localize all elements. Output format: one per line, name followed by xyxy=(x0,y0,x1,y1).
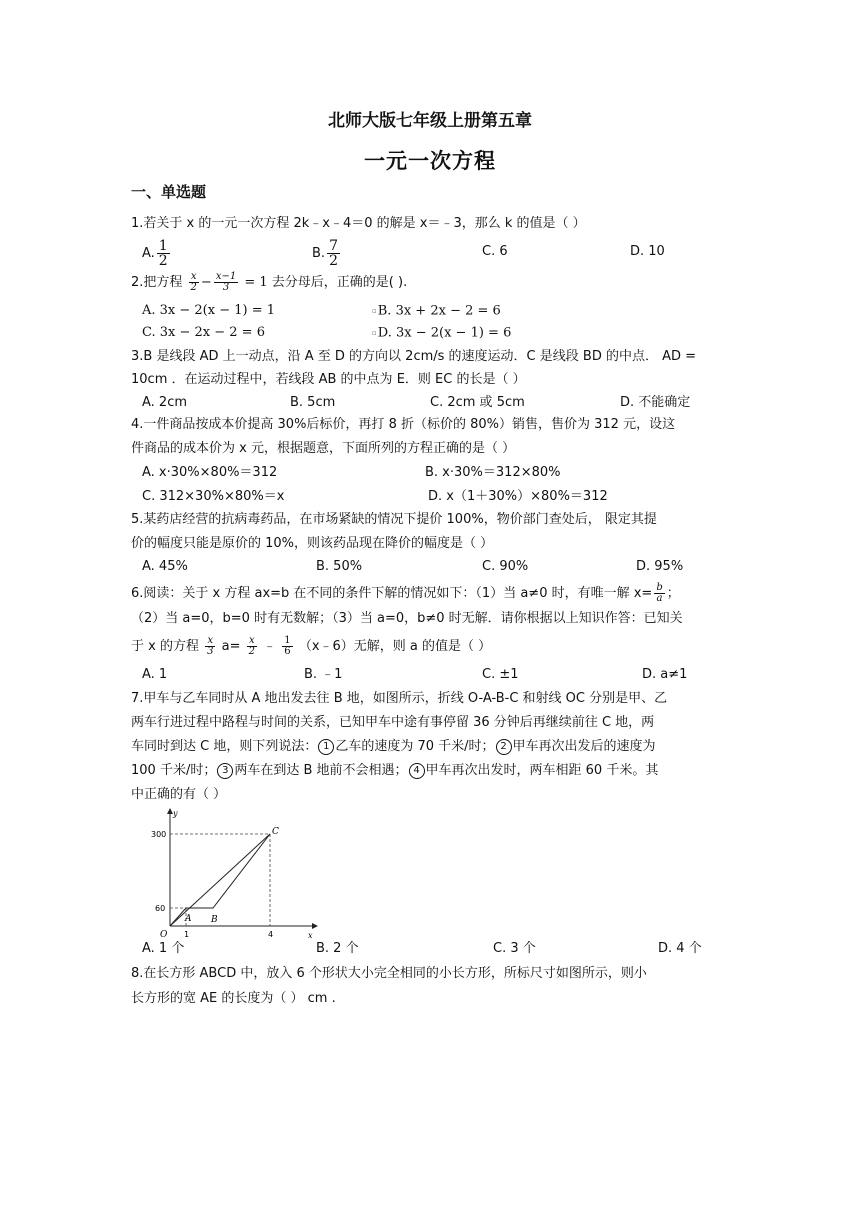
q4-line1: 4.一件商品按成本价提高 30%后标价，再打 8 折（标价的 80%）销售，售价为 312 元，设这 xyxy=(131,417,676,432)
q6-line2: （2）当 a=0，b=0 时有无数解；（3）当 a=0，b≠0 时无解．请你根据以上知识作答：已知关 xyxy=(131,611,683,626)
q8-line2: 长方形的宽 AE 的长度为（ ） cm . xyxy=(131,991,336,1006)
q7-line4: 100 千米/时； 3 两车在到达 B 地前不会相遇； 4 甲车再次出发时，两车相距 60 千米。其 xyxy=(131,763,659,778)
q6-option-c: C. ±1 xyxy=(482,667,519,682)
x-tick-4: 4 xyxy=(268,930,274,939)
q6-option-d: D. a≠1 xyxy=(642,667,688,682)
line-oc xyxy=(170,834,270,926)
x-axis-arrow xyxy=(312,923,318,929)
q6-option-a: A. 1 xyxy=(142,667,168,682)
q6-line1: 6.阅读：关于 x 方程 ax=b 在不同的条件下解的情况如下：（1）当 a≠0 时，有唯一解 x= $\frac{b}{a}$ ； xyxy=(131,582,680,604)
q7-line5: 中正确的有（ ） xyxy=(131,787,227,802)
q4-option-b: B. x·30%＝312×80% xyxy=(425,465,561,480)
q7-option-c: C. 3 个 xyxy=(493,941,536,956)
y-tick-300: 300 xyxy=(151,830,167,839)
point-c-label: C xyxy=(272,827,279,837)
point-a-label: A xyxy=(185,914,192,924)
q4-line2: 件商品的成本价为 x 元，根据题意，下面所列的方程正确的是（ ） xyxy=(131,441,516,456)
q7-line2: 两车行进过程中路程与时间的关系，已知甲车中途有事停留 36 分钟后再继续前往 C 地，两 xyxy=(131,715,655,730)
x-axis-label: x xyxy=(308,931,313,940)
q2-option-a: A. 3x − 2(x − 1) = 1 xyxy=(142,303,276,318)
q8-line1: 8.在长方形 ABCD 中，放入 6 个形状大小完全相同的小长方形，所标尺寸如图所示，则小 xyxy=(131,966,647,981)
q5-option-b: B. 50% xyxy=(316,559,363,574)
doc-subtitle: 一元一次方程 xyxy=(364,149,496,173)
q5-option-c: C. 90% xyxy=(482,559,529,574)
q3-option-d: D. 不能确定 xyxy=(620,395,691,410)
q4-option-a: A. x·30%×80%＝312 xyxy=(142,465,278,480)
q1-option-c: C. 6 xyxy=(482,244,508,259)
q4-option-d: D. x（1＋30%）×80%＝312 xyxy=(428,489,608,504)
q3-option-a: A. 2cm xyxy=(142,395,188,410)
point-b-label: B xyxy=(211,915,218,925)
q7-line1: 7.甲车与乙车同时从 A 地出发去往 B 地，如图所示，折线 O-A-B-C 和射线 OC 分别是甲、乙 xyxy=(131,691,668,706)
y-axis-label: y xyxy=(173,809,178,818)
q1-option-d: D. 10 xyxy=(630,244,665,259)
q7-option-a: A. 1 个 xyxy=(142,941,185,956)
y-tick-60: 60 xyxy=(155,904,166,913)
doc-title: 北师大版七年级上册第五章 xyxy=(328,111,532,131)
q3-option-c: C. 2cm 或 5cm xyxy=(430,395,525,410)
q5-line2: 价的幅度只能是原价的 10%，则该药品现在降价的幅度是（ ） xyxy=(131,536,494,551)
q2-option-c: C. 3x − 2x − 2 = 6 xyxy=(142,325,265,340)
q7-distance-time-graph xyxy=(150,806,320,944)
q6-option-b: B. ﹣1 xyxy=(304,667,343,682)
section-heading: 一、单选题 xyxy=(131,183,207,201)
q1-option-b: B. $\frac{7}{2}$ xyxy=(312,238,338,269)
q5-option-a: A. 45% xyxy=(142,559,188,574)
q1-option-a: A. $\frac{1}{2}$ xyxy=(142,238,168,269)
q3-line2: 10cm ．在运动过程中，若线段 AB 的中点为 E．则 EC 的长是（ ） xyxy=(131,372,526,387)
q3-option-b: B. 5cm xyxy=(290,395,336,410)
q5-line1: 5.某药店经营的抗病毒药品，在市场紧缺的情况下提价 100%，物价部门查处后， 限定其提 xyxy=(131,512,657,527)
x-tick-1: 1 xyxy=(184,930,190,939)
q2-option-d: ▫D. 3x − 2(x − 1) = 6 xyxy=(372,325,512,341)
q7-option-d: D. 4 个 xyxy=(658,941,702,956)
q7-option-b: B. 2 个 xyxy=(316,941,359,956)
q5-option-d: D. 95% xyxy=(636,559,684,574)
q1-stem: 1.若关于 x 的一元一次方程 2k﹣x﹣4＝0 的解是 x＝﹣3，那么 k 的值是（ ） xyxy=(131,216,586,231)
q6-line3: 于 x 的方程 $\frac{x}{3}$ a= $\frac{x}{2}$ ﹣ $\frac{1}{6}$ （x﹣6）无解，则 a 的值是（ ） xyxy=(131,635,492,657)
q3-line1: 3.B 是线段 AD 上一动点，沿 A 至 D 的方向以 2cm/s 的速度运动．C 是线段 BD 的中点． AD = xyxy=(131,349,697,364)
q2-stem: 2.把方程 $\frac{x}{2}$ − $\frac{x-1}{3}$ = 1 去分母后，正确的是( ). xyxy=(131,271,408,293)
q4-option-c: C. 312×30%×80%＝x xyxy=(142,489,285,504)
q2-option-b: ▫B. 3x + 2x − 2 = 6 xyxy=(372,303,501,319)
origin-label: O xyxy=(160,930,168,940)
q7-line3: 车同时到达 C 地，则下列说法： 1 乙车的速度为 70 千米/时； 2 甲车再次出发后的速度为 xyxy=(131,739,656,754)
